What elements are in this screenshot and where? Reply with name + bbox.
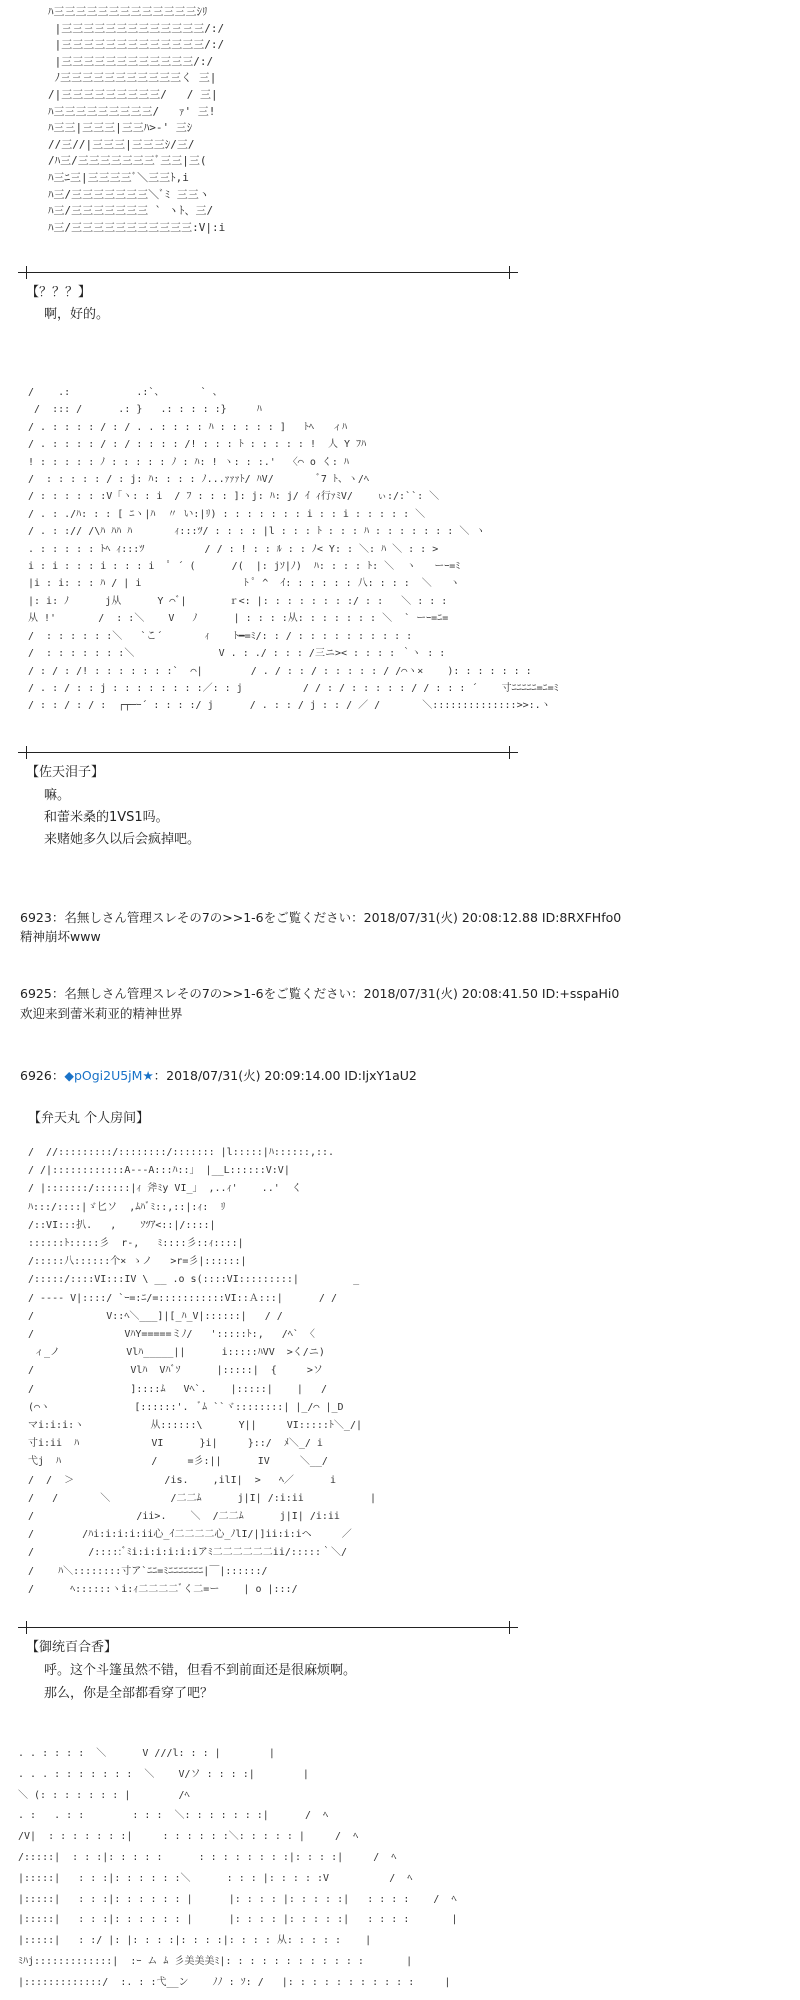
- dialogue-line: 那么，你是全部都看穿了吧？: [44, 1686, 214, 1701]
- dialogue-line: 呼。这个斗篷虽然不错，但看不到前面还是很麻烦啊。: [44, 1663, 357, 1678]
- post-body-6923: 精神崩坏www: [20, 929, 101, 944]
- speaker-label-unknown: 【？？？】: [26, 285, 92, 300]
- dialogue-line: 来赌她多久以后会疯掉吧。: [44, 832, 201, 847]
- tripcode: ◆pOgi2U5jM: [64, 1068, 143, 1083]
- speaker-label-saten: 【佐天泪子】: [26, 765, 105, 780]
- post-meta: ：名無しさん管理スレその7の>>1-6をご覧ください：2018/07/31(火) 20:08:12.88 ID:8RXFHfo0: [51, 910, 622, 925]
- ascii-art-figure: . . : : : : ＼ V ///l: : : | | . . . : : : : : : : ＼ V/ソ : : : :| | ＼ (: : : : : : : | /ﾍ . : . : : : : : ＼: : : : : : :| / ﾍ /V| : : : : : : :| : : : : : :＼: : : : : | / ﾍ /:::::| : : :|: : : : : : : : : : : : :|: : : :| / ﾍ |:::::| : : :|: : : : : :＼ : : : |: : : : :V / ﾍ |:::::| : : :|: : : : : : | |: : : : |: : : : :| : : : : / ﾍ |:::::| : : :|: : : : : : | |: : : : |: : : : :| : : : : | |:::::| : :/ |: |: : : :|: : : :|: : : : 从: : : : : | ﾐﾊj:::::::::::::| :ｰ ム ﾑ 彡美美美ﾐ|: : : : : : : : : : : : | |:::::::::::::/ :. : :弋__ン ﾉﾉ : ｿ: / |: : : : : : : : : : : |: [18, 1748, 458, 1988]
- post-number[interactable]: 6925: [20, 986, 52, 1001]
- post-body-6925: 欢迎来到蕾米莉亚的精神世界: [20, 1006, 183, 1021]
- speaker-label-yurika: 【御统百合香】: [26, 1640, 118, 1655]
- post-header-6923: [20, 908, 621, 926]
- dialogue-line: 嘛。: [44, 788, 71, 803]
- dialogue-line: 啊，好的。: [44, 307, 110, 322]
- divider-2: [18, 752, 518, 753]
- post-number[interactable]: 6923: [20, 910, 52, 925]
- ascii-art-cloaked-girl: / //:::::::::/::::::::/::::::: |l:::::|ﾊ::::::,::. / /|::::::::::::A---A:::ﾊ::」 |__L::::::V:V| / |:::::::/::::::|ｨ 斧ﾐy VI_」 ,..ｨ' ..' く ﾊ:::/::::|ゞ匕ソ ,ﾑﾊﾞﾐ::,::|:ｨ: ﾘ /::VI:::扒. , ｿﾂｱ<::|/::::| ::::::ﾄ:::::彡 r‐, ﾐ::::彡::ｨ::::| /:::::八::::::个× ゝノ >r=彡|::::::| /:::::/::::VI:::IV \ __ .o s(::::VI:::::::::| _ / ---- V|::::/ `ｰ=:ﾆ/=:::::::::::VI::Ａ:::| / / / V::ﾍ＼___]|[_ﾊ_V|::::::| / / / VﾊY=====ミﾉ/ ':::::ﾄ:, /ﾍ` 〈 ィ_ノ Vlﾊ_____|| i:::::ﾊVV >く/ニ) / Vlﾊ Vﾊﾞｿ |:::::| { >ソ / ]::::ﾑ Vﾍ`. |:::::| | / (⌒ヽ [::::::'. ﾞﾑ ``ヾ::::::::| |_/⌒ |_D マi:i:i:ヽ 从::::::\ Y|| VI:::::ﾄ＼_/| 寸i:ii ﾊ VI }i| }::/ ﾒ＼_/ i 弋j ﾊ / =彡:|| IV ＼__/ / / ＞ /is. ,ilI| > ﾍ／ i / / ＼ /二二ﾑ j|I| /:i:ii | / /ii>. ＼ /二二ﾑ j|I| /i:ii / /ﾊi:i:i:i:ii心_ｲ二二二二心_ﾉlI/|]ii:i:iヘ ／ / /:::::ﾞﾐi:i:i:i:i:iアﾐ二二二二二二ii/:::::｀＼/ / ﾊ＼::::::::寸ア`ﾆﾆ=ﾐﾆﾆﾆﾆﾆﾆﾆ|￣|::::::/ / ﾍ::::::ヽi:ｨ二二二二ﾞく二=ー | o |:::/: [28, 1147, 377, 1595]
- post-meta: ：名無しさん管理スレその7の>>1-6をご覧ください：2018/07/31(火) 20:08:41.50 ID:+sspaHi0: [51, 986, 620, 1001]
- dialogue-line: 和蕾米桑的1VS1吗。: [44, 810, 169, 825]
- ascii-art-wall: ﾊ三三三三三三三三三三三三三ｼﾘ |三三三三三三三三三三三三三/:/ |三三三三三三三三三三三三三/:/ |三三三三三三三三三三三三/:/ ﾉ三三三三三三三三三三三く 三| /|三三三三三三三三三/ / 三| ﾊ三三三三三三三三三/ ｧ' 三! ﾊ三三|三三三|三三ﾊ>-' 三ｼ //三//|三三三|三三三ｼ/三/ /ﾊ三/三三三三三三三ﾞ三三|三( ﾊ三ﾆ三|三三三三ﾞ＼三三ﾄ,i ﾊ三/三三三三三三三＼ﾞﾐ 三三ヽ ﾊ三/三三三三三三三 ` ヽﾄ、三/ ﾊ三/三三三三三三三三三三三:V|:i: [48, 5, 226, 234]
- ascii-art-two-girls: / .: .:`、 ` 、 / ::: / .: } .: : : : :} ﾊ / . : : : : / : / . . : : : : ﾊ : : : : : ] ﾄﾍ ィﾊ / . : : : : / : / : : : : /! : : : ﾄ : : : : : ! 人 Y ﾌﾊ ! : : : : : ﾉ : : : : : ﾉ : ﾊ: ! ヽ: : :.' 〈⌒ o く: ﾊ / : : : : : / : j: ﾊ: : : : ﾉ...ｧｧｧﾄ/ ﾊV/ ﾞ7 ﾄ、ヽ/ﾍ / : : : : : :V「ヽ: : i / ﾌ : : : ]: j: ﾊ: j/ ｲ ｨ行ｧﾐV/ ぃ:/:``: ＼ / . : ./ﾊ: : : [ ﾆヽ|ﾊ 〃 い:|ﾘ) : : : : : : : i : : i : : : : : ＼ / . : :// /\ﾊ ﾊﾊ ﾊ ｨ:::ﾂ/ : : : : |l : : : ﾄ : : : ﾊ : : : : : : : ＼ ヽ . : : : : : ﾄﾍ ｨ:::ﾂ / / : ! : : ﾙ : : ﾉ< Y: : ＼: ﾊ ＼ : : > i : i : : : i : : : i ﾟ ´ ( /( |: jｿ|ﾉ) ﾊ: : : : ﾄ: ＼ ヽ ーｰ=ﾐ |i : i: : : ﾊ / | i ﾄ ﾟ ^ ｲ: : : : : : 八: : : : ＼ ヽ |: i: ﾉ j从 Y ⌒ﾞ| ｒ<: |: : : : : : : :/ : : ＼ : : : 从 !' / : :＼ V ﾉ | : : : :从: : : : : : : ＼ ` ーｰ=ﾆ= / : : : : : :＼ `こ´ ｨ ﾄ━=ﾐ/: : / : : : : : : : : : : / : : : : : : :＼ V . : ./ : : : /三ニ>< : : : : ｀ヽ : : / : / : /! : : : : : : :` ⌒| / . / : : / : : : : : / /⌒ヽ× ): : : : : : : / . : / : : j : : : : : : : :／: : j / / : / : : : : : / / : : : ´ 寸ﾆﾆﾆﾆﾆ=ﾆ=ﾐ / : : / : / : ┌┬─ｰ´ : : : :/ j / . : : / j : : / ／ / ＼::::::::::::::>>:.ヽ: [28, 387, 559, 712]
- location-label: 【弁天丸 个人房间】: [28, 1111, 150, 1126]
- divider-3: [18, 1627, 518, 1628]
- post-header-6926: 6926：◆pOgi2U5jM★：2018/07/31(火) 20:09:14.00 ID:IjxY1aU2: [20, 1068, 417, 1083]
- divider-1: [18, 272, 518, 273]
- post-meta: ：2018/07/31(火) 20:09:14.00 ID:IjxY1aU2: [153, 1068, 417, 1083]
- post-number[interactable]: 6926: [20, 1068, 52, 1083]
- star-icon: ★: [142, 1068, 154, 1083]
- post-header-6925: [20, 984, 619, 1002]
